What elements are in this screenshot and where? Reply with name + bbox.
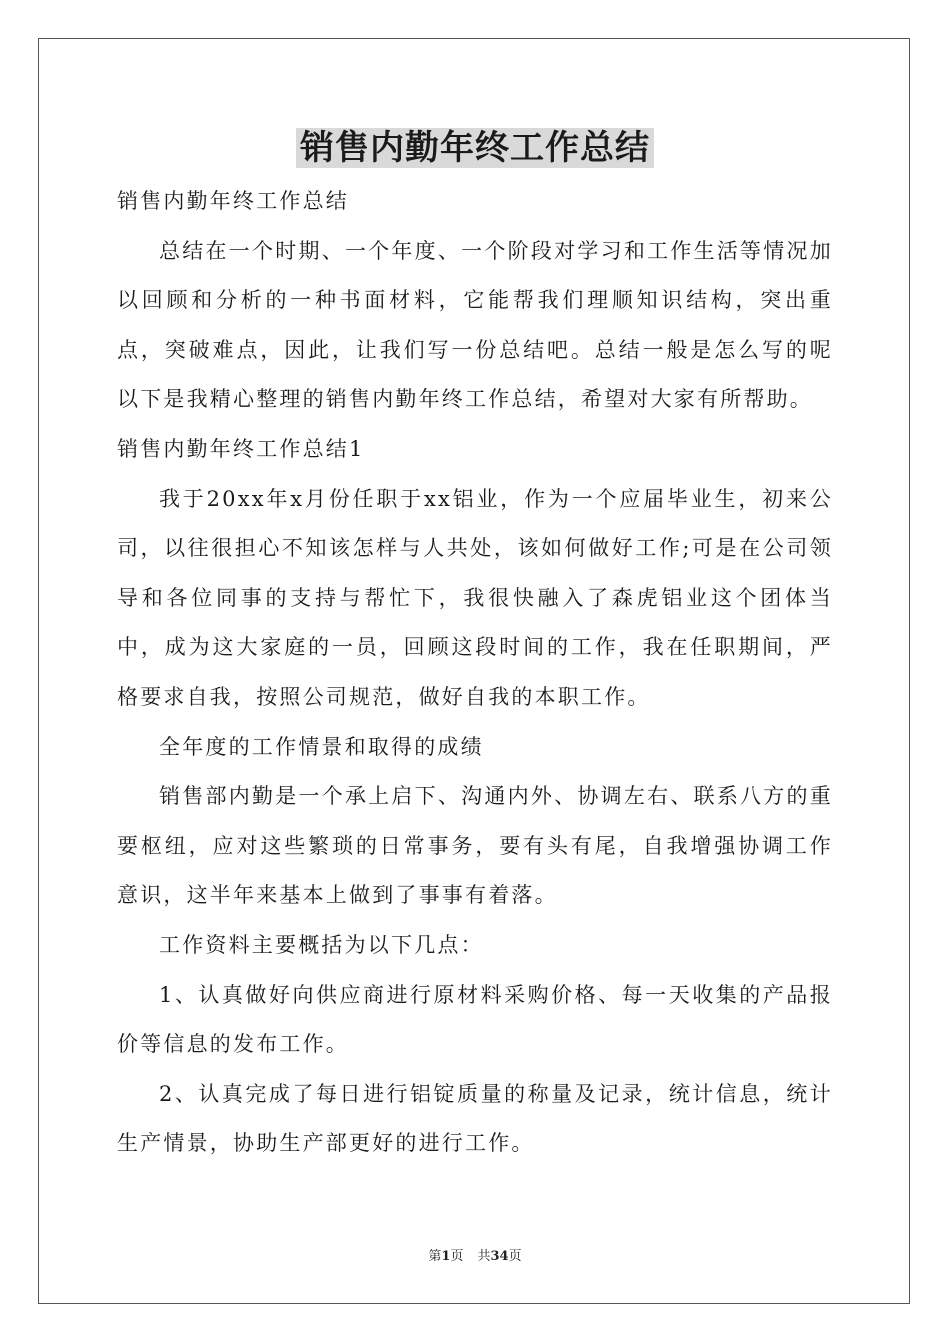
paragraph: 销售部内勤是一个承上启下、沟通内外、协调左右、联系八方的重要枢纽，应对这些繁琐的日常事务，要有头有尾，自我增强协调工作意识，这半年来基本上做到了事事有着落。 bbox=[117, 784, 833, 908]
paragraph-subtitle: 销售内勤年终工作总结 bbox=[117, 189, 349, 213]
paragraph: 工作资料主要概括为以下几点： bbox=[159, 932, 484, 957]
document-title bbox=[0, 122, 950, 174]
list-item: 2、认真完成了每日进行铝锭质量的称量及记录，统计信息，统计生产情景，协助生产部更好的进行工作。 bbox=[117, 1081, 833, 1156]
page-suffix: 页 bbox=[450, 1249, 464, 1264]
total-suffix: 页 bbox=[508, 1249, 522, 1264]
total-pages: 34 bbox=[490, 1249, 509, 1264]
paragraph: 我于20xx年x月份任职于xx铝业，作为一个应届毕业生，初来公司，以往很担心不知该怎样与人共处，该如何做好工作;可是在公司领导和各位同事的支持与帮忙下，我很快融入了森虎铝业这个团体当中，成为这大家庭的一员，回顾这段时间的工作，我在任职期间，严格要求自我，按照公司规范，做好自我的本职工作。 bbox=[117, 486, 833, 709]
section-heading: 销售内勤年终工作总结1 bbox=[117, 436, 365, 461]
subheading: 全年度的工作情景和取得的成绩 bbox=[159, 734, 484, 759]
document-body bbox=[117, 177, 833, 1169]
page-prefix: 第 bbox=[428, 1249, 442, 1264]
list-item: 1、认真做好向供应商进行原材料采购价格、每一天收集的产品报价等信息的发布工作。 bbox=[117, 982, 833, 1057]
paragraph-intro: 总结在一个时期、一个年度、一个阶段对学习和工作生活等情况加以回顾和分析的一种书面材料，它能帮我们理顺知识结构，突出重点，突破难点，因此，让我们写一份总结吧。总结一般是怎么写的呢以下是我精心整理的销售内勤年终工作总结，希望对大家有所帮助。 bbox=[117, 238, 833, 412]
document-title-text: 销售内勤年终工作总结 bbox=[296, 128, 654, 168]
total-prefix: 共 bbox=[477, 1249, 491, 1264]
page-number: 1 bbox=[441, 1249, 451, 1264]
page-footer bbox=[0, 1248, 950, 1266]
